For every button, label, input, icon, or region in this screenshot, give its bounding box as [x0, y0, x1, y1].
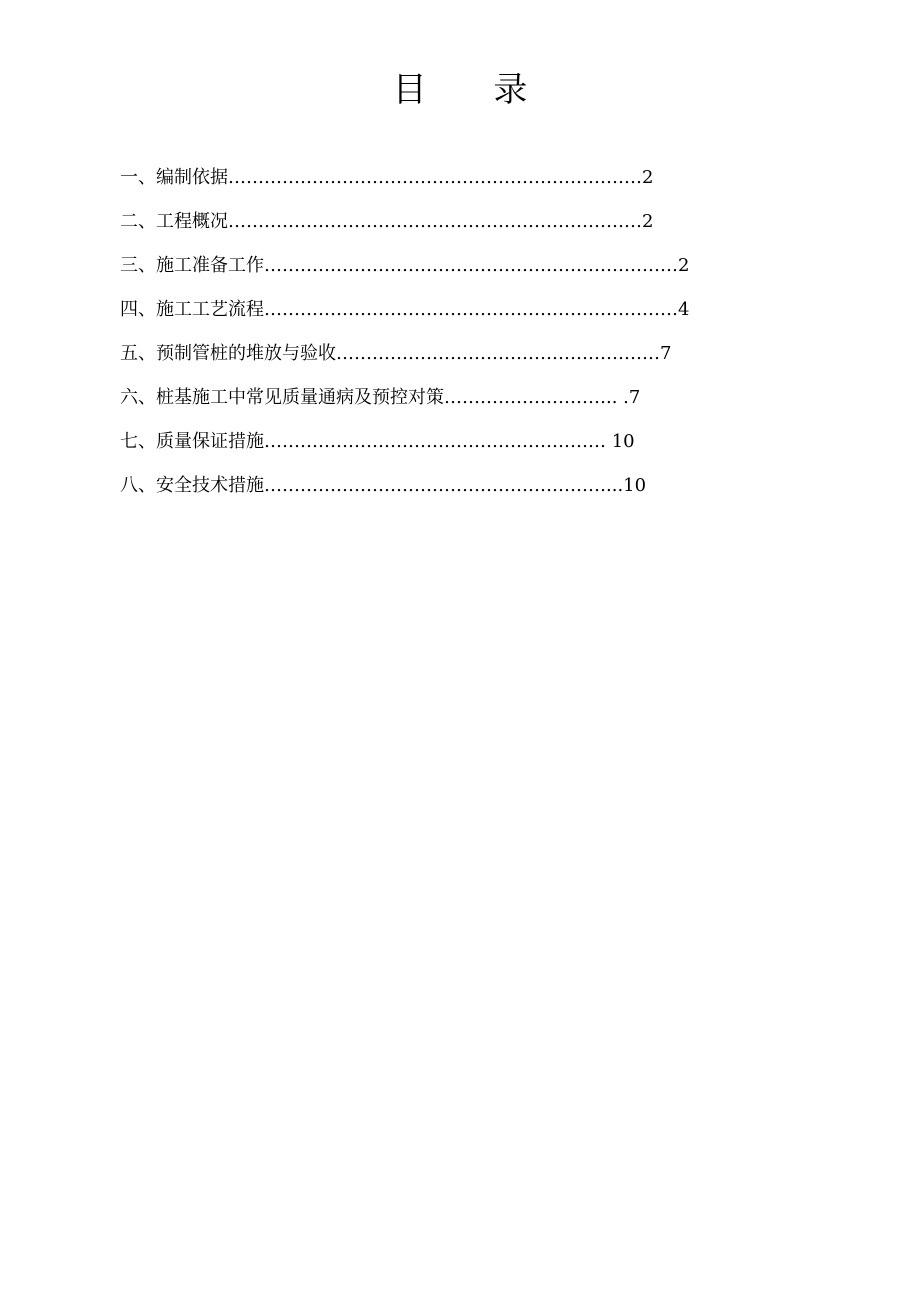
toc-entry-page: 2: [678, 255, 690, 276]
toc-entry-leader: ……………………………………………………………: [264, 299, 678, 320]
toc-entry-label: 八、安全技术措施: [120, 475, 264, 496]
toc-entry-label: 二、工程概况: [120, 211, 228, 232]
toc-entry-label: 七、质量保证措施: [120, 431, 264, 452]
toc-list: [120, 158, 760, 510]
toc-entry-leader: ……………………………………………………………: [264, 255, 678, 276]
toc-entry-page: 10: [611, 431, 635, 452]
toc-entry-leader: ………………………………………………: [336, 343, 660, 364]
toc-entry[interactable]: [120, 422, 760, 466]
toc-entry-page: 7: [628, 387, 641, 408]
toc-entry-leader: ……………………………………………………………: [228, 167, 642, 188]
toc-entry-leader: …………………………………………………: [264, 431, 612, 452]
toc-entry-label: 一、编制依据: [120, 167, 228, 188]
toc-entry-label: 三、施工准备工作: [120, 255, 264, 276]
toc-entry-label: 五、预制管桩的堆放与验收: [120, 343, 336, 364]
toc-entry-leader: ……………………………………………………………: [228, 211, 642, 232]
toc-entry-label: 六、桩基施工中常见质量通病及预控对策: [120, 387, 444, 408]
toc-entry[interactable]: [120, 202, 760, 246]
toc-entry[interactable]: [120, 466, 760, 510]
toc-title: 目 录: [392, 70, 556, 110]
toc-entry-page: 2: [642, 167, 654, 188]
toc-entry-page: 7: [660, 343, 672, 364]
toc-entry-leader: ……………………….. .: [444, 387, 629, 408]
toc-entry[interactable]: [120, 378, 760, 422]
toc-entry[interactable]: [120, 290, 760, 334]
toc-entry[interactable]: [120, 158, 760, 202]
toc-entry-page: 10: [623, 475, 647, 496]
toc-entry-label: 四、施工工艺流程: [120, 299, 264, 320]
toc-entry-leader: …………………………………………………...: [264, 475, 624, 496]
toc-entry-page: 2: [642, 211, 654, 232]
toc-entry[interactable]: [120, 246, 760, 290]
toc-entry-page: 4: [678, 299, 690, 320]
toc-entry[interactable]: [120, 334, 760, 378]
